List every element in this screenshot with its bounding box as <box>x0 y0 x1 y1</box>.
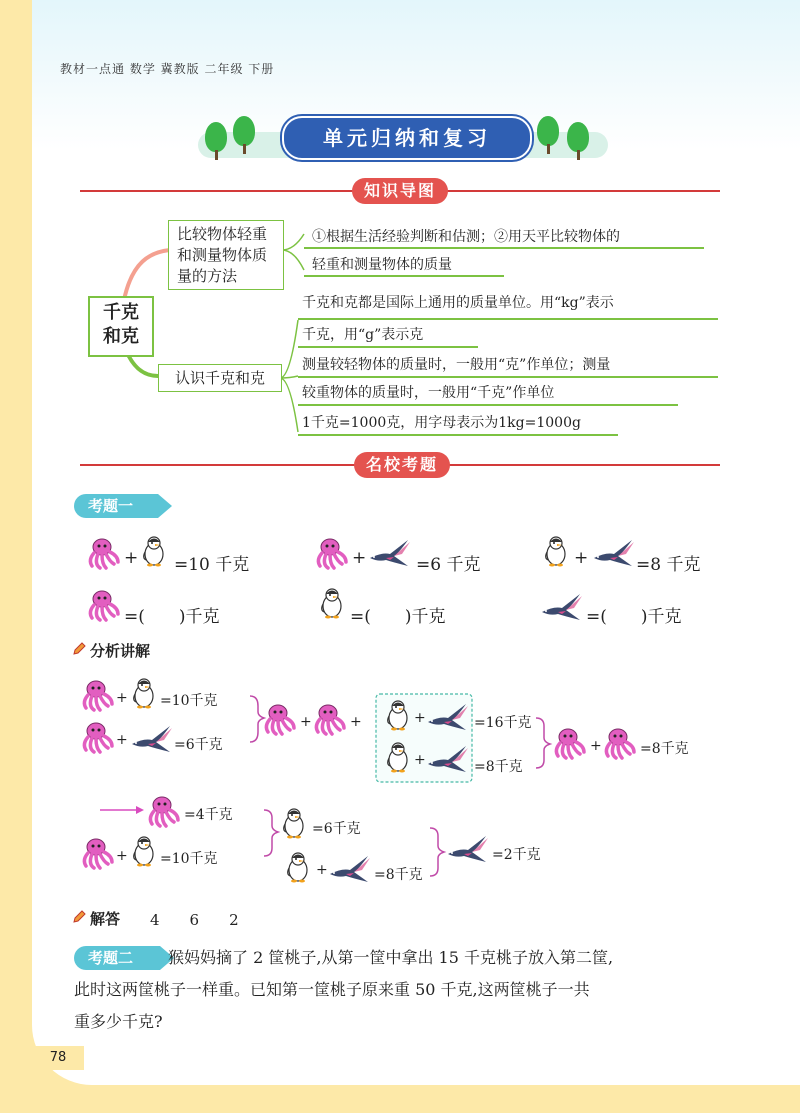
octopus-icon <box>82 838 116 872</box>
question-2-text-line: 猴妈妈摘了 2 筐桃子,从第一筐中拿出 15 千克桃子放入第二筐, <box>168 948 614 967</box>
blank-equation: =( )千克 <box>350 607 446 627</box>
plus-sign: + <box>124 548 139 568</box>
octopus-icon <box>314 704 348 738</box>
mindmap-branch-methods: 比较物体轻重 和测量物体质 量的方法 <box>168 220 284 290</box>
branch2-item: 千克，用“g”表示克 <box>302 327 424 343</box>
equation-result: =8 千克 <box>636 555 701 575</box>
plus-sign: + <box>414 710 426 726</box>
analysis-value: =6千克 <box>312 821 361 837</box>
page <box>32 0 800 1085</box>
question-1-tag: 考题一 <box>74 494 158 518</box>
plus-sign: + <box>116 848 128 864</box>
swallow-icon <box>328 852 372 886</box>
analysis-value: =2千克 <box>492 847 541 863</box>
analysis-value: =8千克 <box>374 867 423 883</box>
equation-result: =6 千克 <box>416 555 481 575</box>
branch2-item: 较重物体的质量时，一般用“千克”作单位 <box>302 385 555 401</box>
analysis-value: =16千克 <box>474 715 532 731</box>
mindmap-root: 千克 和克 <box>88 296 154 357</box>
pencil-icon <box>72 910 86 924</box>
section-mindmap-title: 知识导图 <box>352 178 448 204</box>
plus-sign: + <box>414 752 426 768</box>
branch2-item: 测量较轻物体的质量时，一般用“克”作单位；测量 <box>302 357 611 373</box>
page-number: 78 <box>32 1046 84 1070</box>
question-2-text-line: 此时这两筐桃子一样重。已知第一筐桃子原来重 50 千克,这两筐桃子一共 <box>74 980 590 999</box>
analysis-value: =6千克 <box>174 737 223 753</box>
swallow-icon <box>446 832 490 866</box>
analysis-value: =10千克 <box>160 693 218 709</box>
analysis-label: 分析讲解 <box>90 642 151 660</box>
plus-sign: + <box>350 714 362 730</box>
blank-equation: =( )千克 <box>124 607 220 627</box>
branch2-item: 1千克=1000克，用字母表示为1kg=1000g <box>302 415 581 431</box>
blank-equation: =( )千克 <box>586 607 682 627</box>
question-2-text-line: 重多少千克? <box>74 1012 163 1031</box>
octopus-icon <box>604 728 638 762</box>
plus-sign: + <box>116 732 128 748</box>
plus-sign: + <box>352 548 367 568</box>
penguin-icon <box>384 700 414 734</box>
branch1-line: 轻重和测量物体的质量 <box>312 257 452 273</box>
octopus-icon <box>264 704 298 738</box>
analysis-value: =8千克 <box>640 741 689 757</box>
swallow-icon <box>426 700 470 734</box>
book-header: 教材一点通 数学 冀教版 二年级 下册 <box>60 62 275 76</box>
swallow-icon <box>426 742 470 776</box>
question-2-tag: 考题二 <box>74 946 160 970</box>
mindmap-branch-units: 认识千克和克 <box>158 364 282 392</box>
plus-sign: + <box>116 690 128 706</box>
analysis-value: =4千克 <box>184 807 233 823</box>
plus-sign: + <box>590 738 602 754</box>
octopus-icon <box>148 796 182 830</box>
equation-result: =10 千克 <box>174 555 250 575</box>
plus-sign: + <box>300 714 312 730</box>
answer-values: 4 6 2 <box>150 911 239 929</box>
section-exams-title: 名校考题 <box>354 452 450 478</box>
plus-sign: + <box>316 862 328 878</box>
analysis-value: =10千克 <box>160 851 218 867</box>
penguin-icon <box>130 836 160 870</box>
penguin-icon <box>280 808 310 842</box>
plus-sign: + <box>574 548 589 568</box>
penguin-icon <box>384 742 414 776</box>
analysis-value: =8千克 <box>474 759 523 775</box>
answer-label: 解答 <box>90 910 121 928</box>
unit-title: 单元归纳和复习 <box>282 116 532 160</box>
penguin-icon <box>284 852 314 886</box>
octopus-icon <box>554 728 588 762</box>
branch1-line: ①根据生活经验判断和估测；②用天平比较物体的 <box>312 229 620 245</box>
branch2-item: 千克和克都是国际上通用的质量单位。用“kg”表示 <box>302 295 614 311</box>
